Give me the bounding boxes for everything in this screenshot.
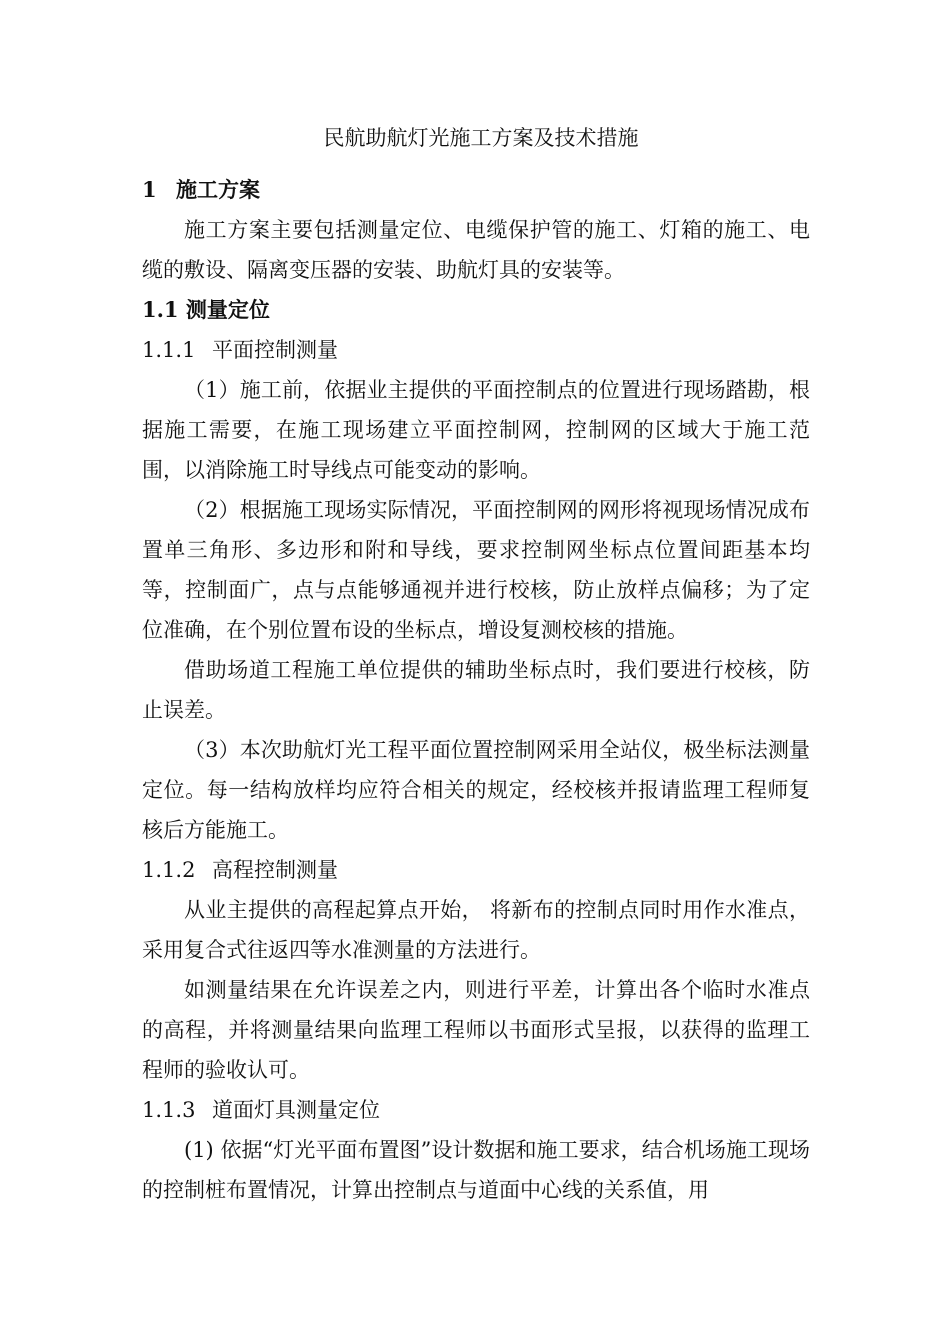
section-1-1-1-heading — [142, 330, 810, 370]
section-1-1-1-number: 1.1.1 — [142, 338, 196, 362]
paragraph: (1) 依据“灯光平面布置图”设计数据和施工要求，结合机场施工现场的控制桩布置情况，计算出控制点与道面中心线的关系值，用 — [142, 1138, 810, 1202]
section-1-1-2-heading — [142, 850, 810, 890]
section-1-1-heading: 1.1 测量定位 — [142, 297, 270, 322]
document-title: 民航助航灯光施工方案及技术措施 — [323, 126, 639, 150]
section-1-1-2-number: 1.1.2 — [142, 858, 196, 882]
section-1-heading — [142, 170, 810, 210]
document-page — [142, 118, 810, 1210]
section-1-1-1-title: 平面控制测量 — [212, 338, 338, 362]
section-1-1-3-title: 道面灯具测量定位 — [212, 1098, 380, 1122]
paragraph: 如测量结果在允许误差之内，则进行平差，计算出各个临时水准点的高程，并将测量结果向监理工程师以书面形式呈报，以获得的监理工程师的验收认可。 — [142, 978, 810, 1082]
paragraph: 从业主提供的高程起算点开始， 将新布的控制点同时用作水准点，采用复合式往返四等水准测量的方法进行。 — [142, 898, 810, 962]
paragraph: 借助场道工程施工单位提供的辅助坐标点时，我们要进行校核，防止误差。 — [142, 658, 810, 722]
paragraph: （2）根据施工现场实际情况，平面控制网的网形将视现场情况成布置单三角形、多边形和附和导线，要求控制网坐标点位置间距基本均等，控制面广，点与点能够通视并进行校核，防止放样点偏移；为了定位准确，在个别位置布设的坐标点，增设复测校核的措施。 — [142, 498, 810, 642]
section-1-title: 施工方案 — [176, 177, 260, 202]
section-1-1-3-number: 1.1.3 — [142, 1098, 196, 1122]
section-1-1-2-title: 高程控制测量 — [212, 858, 338, 882]
section-1-number: 1 — [142, 177, 157, 202]
section-1-1-3-heading — [142, 1090, 810, 1130]
section-1-intro: 施工方案主要包括测量定位、电缆保护管的施工、灯箱的施工、电缆的敷设、隔离变压器的安装、助航灯具的安装等。 — [142, 218, 810, 282]
paragraph: （1）施工前，依据业主提供的平面控制点的位置进行现场踏勘，根据施工需要，在施工现场建立平面控制网，控制网的区域大于施工范围，以消除施工时导线点可能变动的影响。 — [142, 378, 810, 482]
paragraph: （3）本次助航灯光工程平面位置控制网采用全站仪，极坐标法测量定位。每一结构放样均应符合相关的规定，经校核并报请监理工程师复核后方能施工。 — [142, 738, 810, 842]
